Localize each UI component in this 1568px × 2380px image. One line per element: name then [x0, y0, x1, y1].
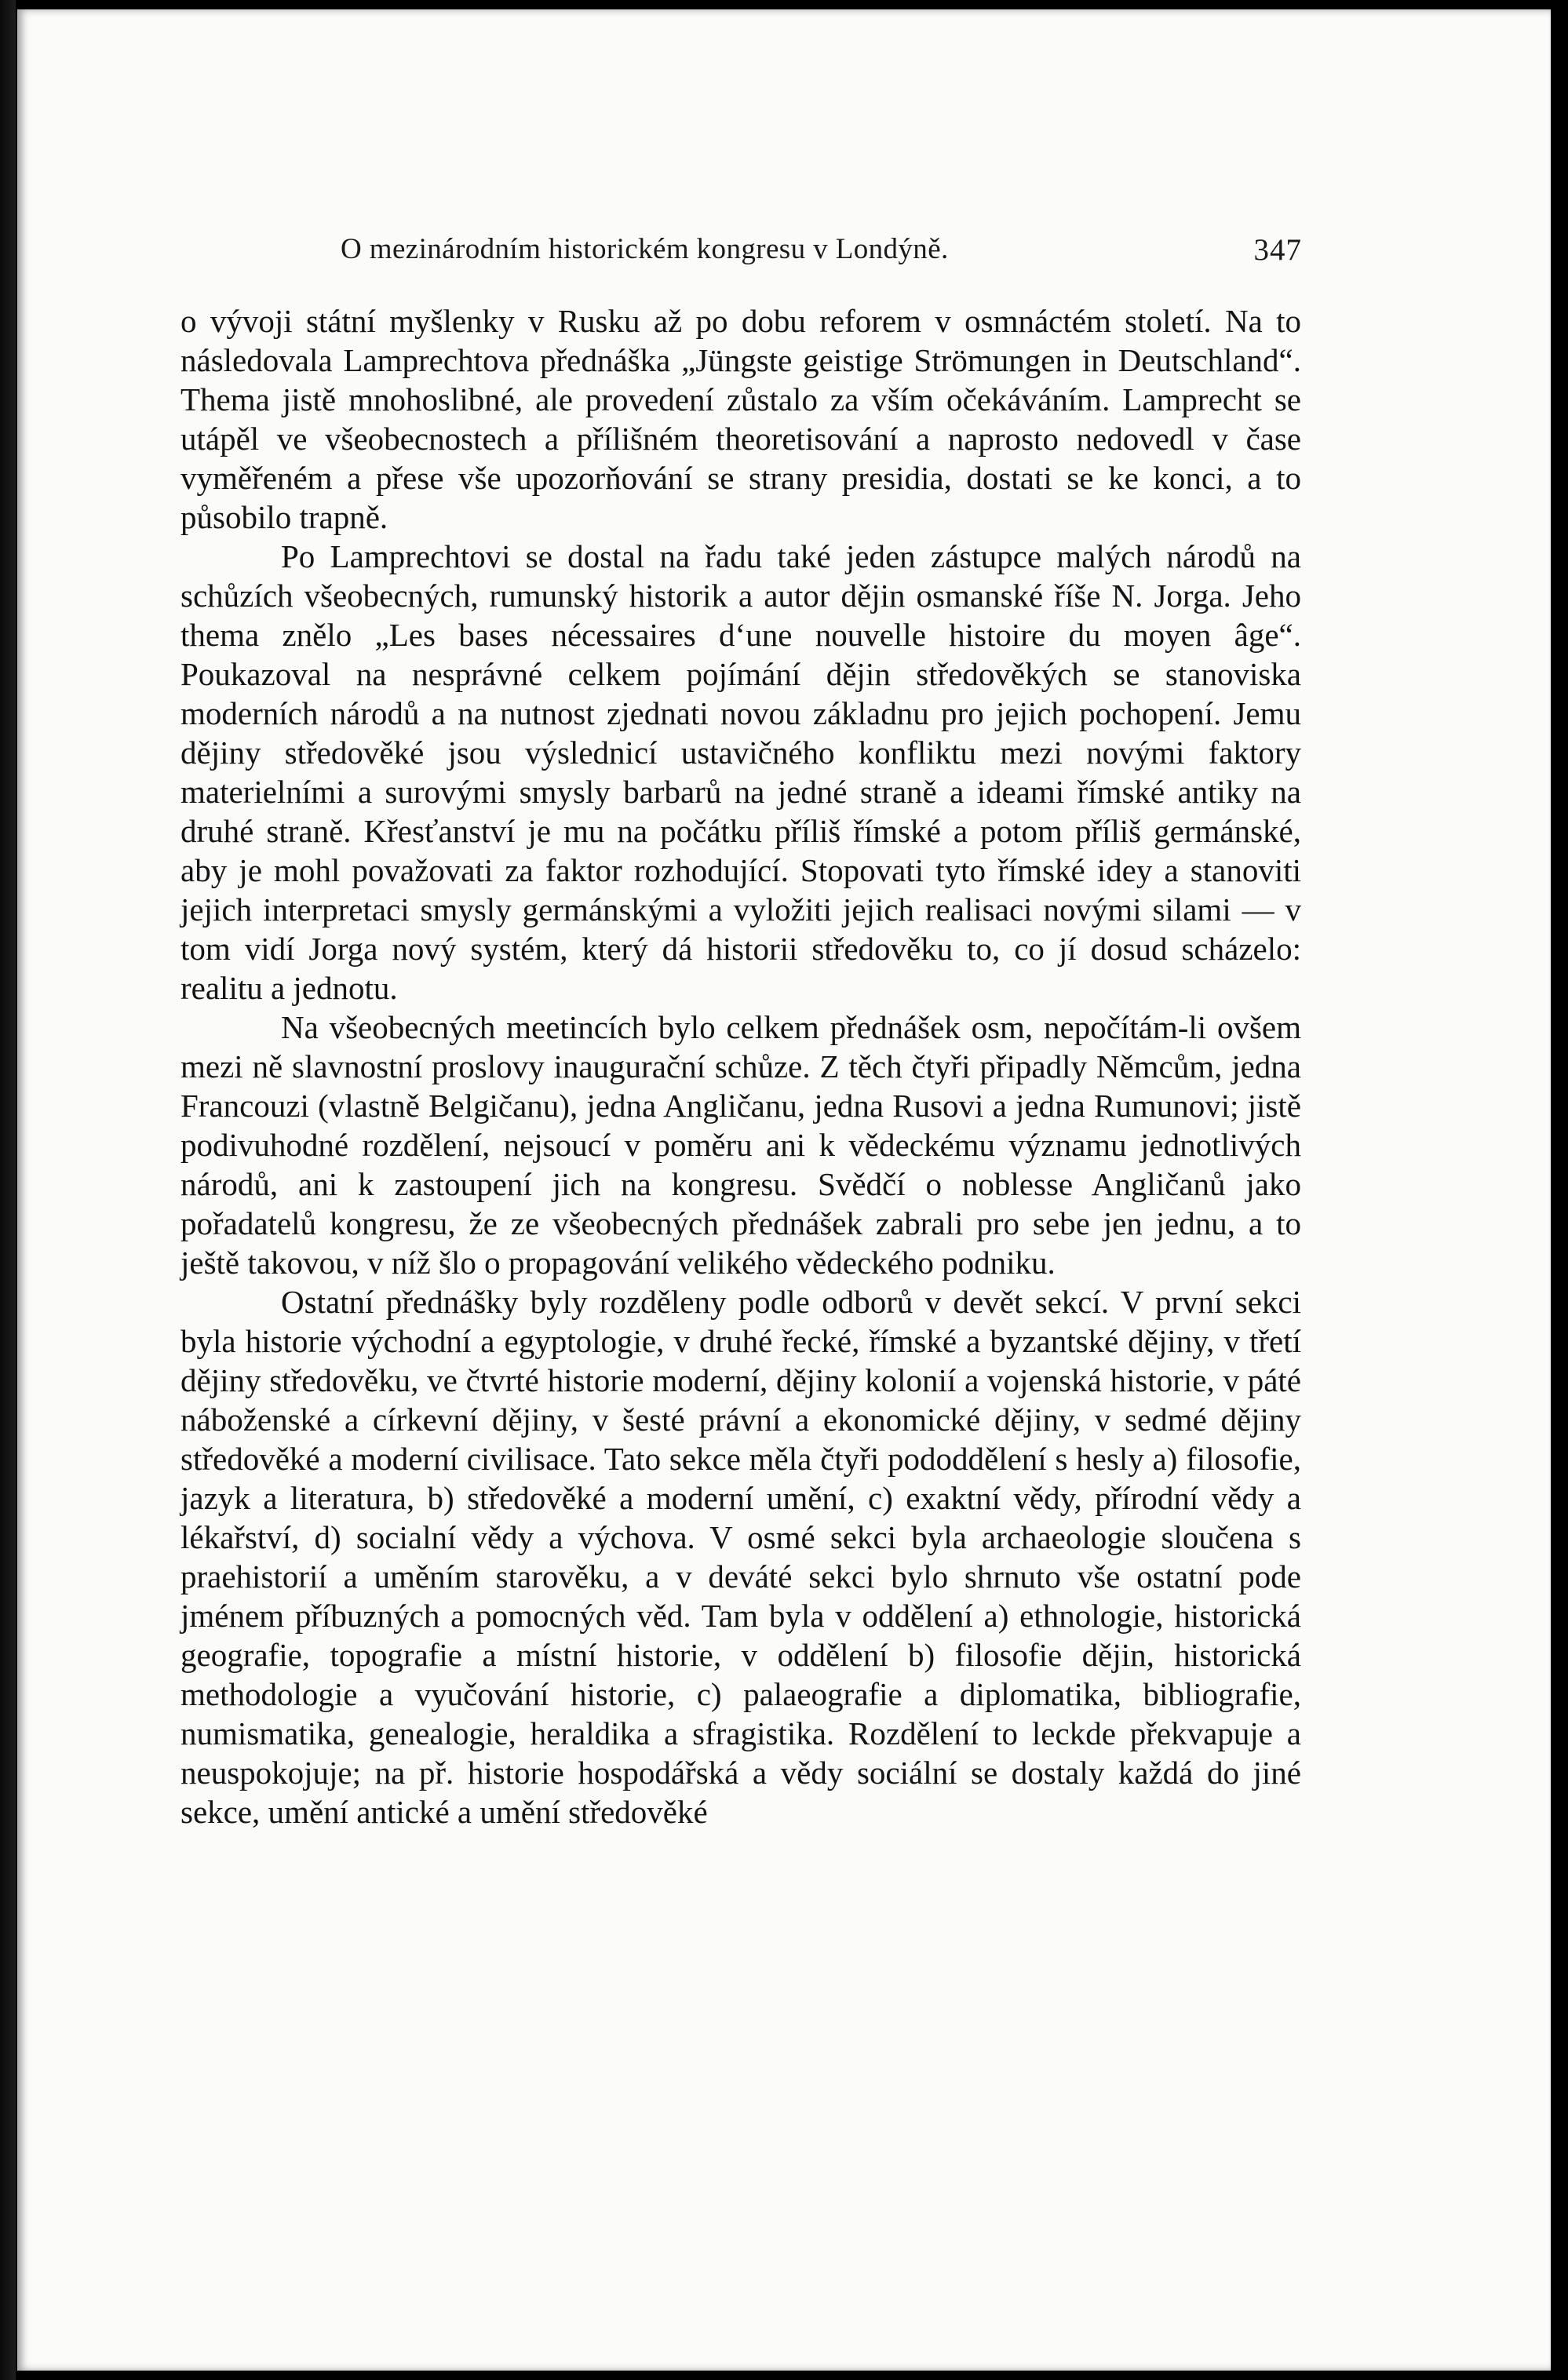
paragraph: Po Lamprechtovi se dostal na řadu také jeden zástupce malých národů na schůzích všeobecných, rumunský historik a autor dějin osmanské říše N. Jorga. Jeho thema znělo „Les bases nécessaires d‘une nouvelle histoire du moyen âge“. Poukazoval na nesprávné celkem pojímání dějin středověkých se stanoviska moderních národů a na nutnost zjednati novou základnu pro jejich pochopení. Jemu dějiny středověké jsou výslednicí ustavičného konfliktu mezi novými faktory materielními a surovými smysly barbarů na jedné straně a ideami římské antiky na druhé straně. Křesťanství je mu na počátku příliš římské a potom příliš germánské, aby je mohl považovati za faktor rozhodující. Stopovati tyto římské idey a stanoviti jejich interpretaci smysly germánskými a vyložiti jejich realisaci novými silami — v tom vidí Jorga nový systém, který dá historii středověku to, co jí dosud scházelo: realitu a jednotu.: [181, 538, 1301, 1006]
book-page: [17, 9, 1551, 2371]
running-title: O mezinárodním historickém kongresu v Londýně.: [341, 233, 949, 265]
page-header: [341, 232, 1302, 272]
paragraph: Ostatní přednášky byly rozděleny podle odborů v devět sekcí. V první sekci byla historie východní a egyptologie, v druhé řecké, římské a byzantské dějiny, v třetí dějiny středověku, ve čtvrté historie moderní, dějiny kolonií a vojenská historie, v páté náboženské a církevní dějiny, v šesté právní a ekonomické dějiny, v sedmé dějiny středověké a moderní civilisace. Tato sekce měla čtyři pododdělení s hesly a) filosofie, jazyk a literatura, b) středověké a moderní umění, c) exaktní vědy, přírodní vědy a lékařství, d) socialní vědy a výchova. V osmé sekci byla archaeologie sloučena s praehistorií a uměním starověku, a v deváté sekci bylo shrnuto vše ostatní pode jménem příbuzných a pomocných věd. Tam byla v oddělení a) ethnologie, historická geografie, topografie a místní historie, v oddělení b) filosofie dějin, historická methodologie a vyučování historie, c) palaeografie a diplomatika, bibliografie, numismatika, genealogie, heraldika a sfragistika. Rozdělení to leckde překvapuje a neuspokojuje; na př. historie hospodářská a vědy sociální se dostaly každá do jiné sekce, umění antické a umění středověké: [181, 1284, 1301, 1830]
page-number: 347: [1253, 233, 1302, 267]
paragraph: o vývoji státní myšlenky v Rusku až po dobu reforem v osmnáctém století. Na to následovala Lamprechtova přednáška „Jüngste geistige Strömungen in Deutschland“. Thema jistě mnohoslibné, ale provedení zůstalo za vším očekáváním. Lamprecht se utápěl ve všeobecnostech a přílišném theoretisování a naprosto nedovedl v čase vyměřeném a přese vše upozorňování se strany presidia, dostati se ke konci, a to působilo trapně.: [181, 303, 1301, 535]
scan-edge-shadow: [0, 0, 16, 2380]
body-text: [181, 301, 1301, 1831]
paragraph: Na všeobecných meetincích bylo celkem přednášek osm, nepočítám-li ovšem mezi ně slavnostní proslovy inaugurační schůze. Z těch čtyři připadly Němcům, jedna Francouzi (vlastně Belgičanu), jedna Angličanu, jedna Rusovi a jedna Rumunovi; jistě podivuhodné rozdělení, nejsoucí v poměru ani k vědeckému významu jednotlivých národů, ani k zastoupení jich na kongresu. Svědčí o noblesse Angličanů jako pořadatelů kongresu, že ze všeobecných přednášek zabrali pro sebe jen jednu, a to ještě takovou, v níž šlo o propagování velikého vědeckého podniku.: [181, 1009, 1301, 1281]
